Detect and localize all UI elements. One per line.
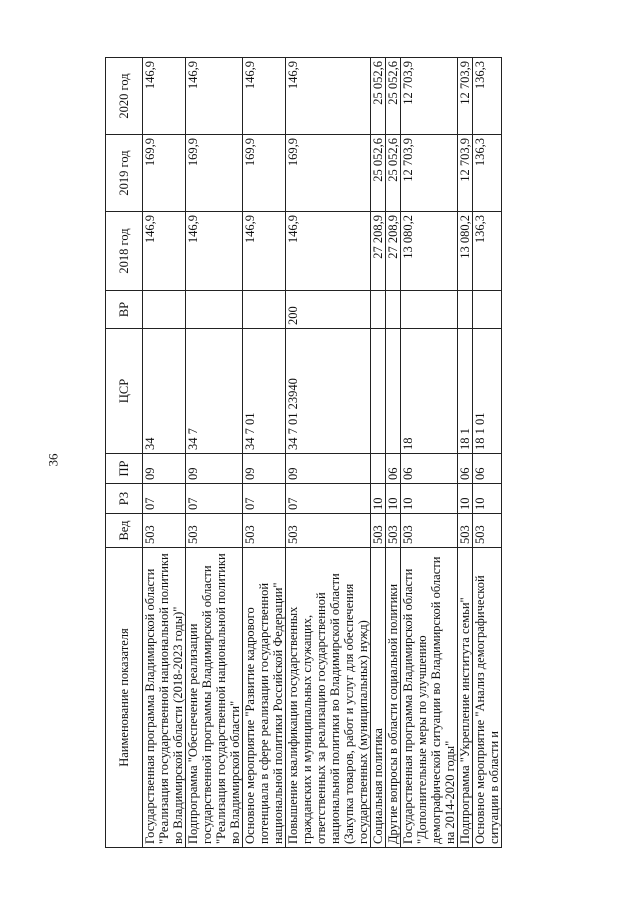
cell-pr: [371, 454, 386, 484]
cell-y2019: 169,9: [143, 135, 186, 212]
cell-rz: 07: [243, 484, 286, 514]
cell-vr: 200: [286, 291, 371, 329]
cell-pr: 06: [386, 454, 401, 484]
table-row: [473, 58, 502, 848]
cell-pr: 09: [143, 454, 186, 484]
cell-csr: 18: [401, 329, 458, 454]
cell-y2020: 25 052,6: [371, 58, 386, 135]
cell-vr: [371, 291, 386, 329]
cell-pr: 06: [401, 454, 458, 484]
cell-csr: 18 1 01: [473, 329, 502, 454]
cell-rz: 07: [286, 484, 371, 514]
table-row: [458, 58, 473, 848]
table-row: [286, 58, 371, 848]
header-2020: 2020 год: [106, 58, 143, 135]
cell-pr: 09: [186, 454, 243, 484]
cell-y2018: 146,9: [286, 212, 371, 291]
cell-vr: [458, 291, 473, 329]
cell-vr: [401, 291, 458, 329]
cell-y2018: 27 208,9: [386, 212, 401, 291]
cell-rz: 10: [386, 484, 401, 514]
cell-ved: 503: [473, 514, 502, 548]
cell-y2018: 146,9: [143, 212, 186, 291]
cell-pr: 09: [243, 454, 286, 484]
cell-rz: 10: [473, 484, 502, 514]
cell-ved: 503: [401, 514, 458, 548]
cell-y2020: 146,9: [286, 58, 371, 135]
cell-pr: 09: [286, 454, 371, 484]
cell-csr: 18 1: [458, 329, 473, 454]
table-body: [143, 58, 502, 848]
budget-table: [105, 57, 502, 848]
cell-csr: 34 7: [186, 329, 243, 454]
cell-y2020: 25 052,6: [386, 58, 401, 135]
cell-y2018: 13 080,2: [458, 212, 473, 291]
table-row: [243, 58, 286, 848]
cell-ved: 503: [243, 514, 286, 548]
cell-name: Основное мероприятие "Развитие кадрового потенциала в сфере реализации государственной национальной политики Российской Федерации": [243, 548, 286, 848]
cell-y2020: 12 703,9: [401, 58, 458, 135]
header-name: Наименование показателя: [106, 548, 143, 848]
cell-csr: 34 7 01 23940: [286, 329, 371, 454]
cell-y2018: 13 080,2: [401, 212, 458, 291]
cell-rz: 07: [143, 484, 186, 514]
cell-rz: 07: [186, 484, 243, 514]
cell-ved: 503: [386, 514, 401, 548]
cell-y2018: 146,9: [243, 212, 286, 291]
table-row: [186, 58, 243, 848]
cell-csr: [371, 329, 386, 454]
cell-y2019: 169,9: [286, 135, 371, 212]
cell-y2019: 136,3: [473, 135, 502, 212]
cell-y2020: 136,3: [473, 58, 502, 135]
cell-y2019: 25 052,6: [371, 135, 386, 212]
cell-csr: 34: [143, 329, 186, 454]
cell-name: Подпрограмма "Обеспечение реализации государственной программы Владимирской области "Реализация государственной национальной политики во Владимирской области": [186, 548, 243, 848]
cell-y2019: 12 703,9: [401, 135, 458, 212]
cell-y2019: 169,9: [243, 135, 286, 212]
header-rz: РЗ: [106, 484, 143, 514]
header-vr: ВР: [106, 291, 143, 329]
header-pr: ПР: [106, 454, 143, 484]
table-row: [401, 58, 458, 848]
cell-y2019: 12 703,9: [458, 135, 473, 212]
header-csr: ЦСР: [106, 329, 143, 454]
cell-vr: [386, 291, 401, 329]
table-header-row: [106, 58, 143, 848]
cell-name: Государственная программа Владимирской области "Дополнительные меры по улучшению демографической ситуации во Владимирской области на 2014-2020 годы": [401, 548, 458, 848]
header-ved: Вед: [106, 514, 143, 548]
table-row: [386, 58, 401, 848]
cell-ved: 503: [371, 514, 386, 548]
cell-name: Повышение квалификации государственных гражданских и муниципальных служащих, ответственных за реализацию государственной национальной политики во Владимирской области (Закупка товаров, работ и услуг для обеспечения государственных (муниципальных) нужд): [286, 548, 371, 848]
header-2018: 2018 год: [106, 212, 143, 291]
cell-ved: 503: [458, 514, 473, 548]
cell-rz: 10: [401, 484, 458, 514]
cell-y2018: 136,3: [473, 212, 502, 291]
table-row: [143, 58, 186, 848]
cell-ved: 503: [186, 514, 243, 548]
cell-y2019: 169,9: [186, 135, 243, 212]
cell-name: Основное мероприятие "Анализ демографической ситуации в области и: [473, 548, 502, 848]
cell-y2020: 12 703,9: [458, 58, 473, 135]
cell-y2020: 146,9: [243, 58, 286, 135]
page-number: 36: [45, 453, 61, 467]
cell-vr: [473, 291, 502, 329]
cell-y2018: 27 208,9: [371, 212, 386, 291]
cell-rz: 10: [458, 484, 473, 514]
table-row: [371, 58, 386, 848]
rotated-table-wrapper: [105, 58, 608, 848]
cell-name: Государственная программа Владимирской области "Реализация государственной национальной политики во Владимирской области (2018-2023 годы)": [143, 548, 186, 848]
cell-name: Подпрограмма "Укрепление института семьи": [458, 548, 473, 848]
cell-vr: [243, 291, 286, 329]
header-2019: 2019 год: [106, 135, 143, 212]
cell-pr: 06: [473, 454, 502, 484]
cell-y2020: 146,9: [186, 58, 243, 135]
cell-pr: 06: [458, 454, 473, 484]
cell-y2019: 25 052,6: [386, 135, 401, 212]
cell-ved: 503: [286, 514, 371, 548]
cell-vr: [143, 291, 186, 329]
cell-rz: 10: [371, 484, 386, 514]
cell-name: Социальная политика: [371, 548, 386, 848]
cell-vr: [186, 291, 243, 329]
cell-y2018: 146,9: [186, 212, 243, 291]
cell-csr: [386, 329, 401, 454]
cell-csr: 34 7 01: [243, 329, 286, 454]
cell-y2020: 146,9: [143, 58, 186, 135]
cell-name: Другие вопросы в области социальной политики: [386, 548, 401, 848]
cell-ved: 503: [143, 514, 186, 548]
